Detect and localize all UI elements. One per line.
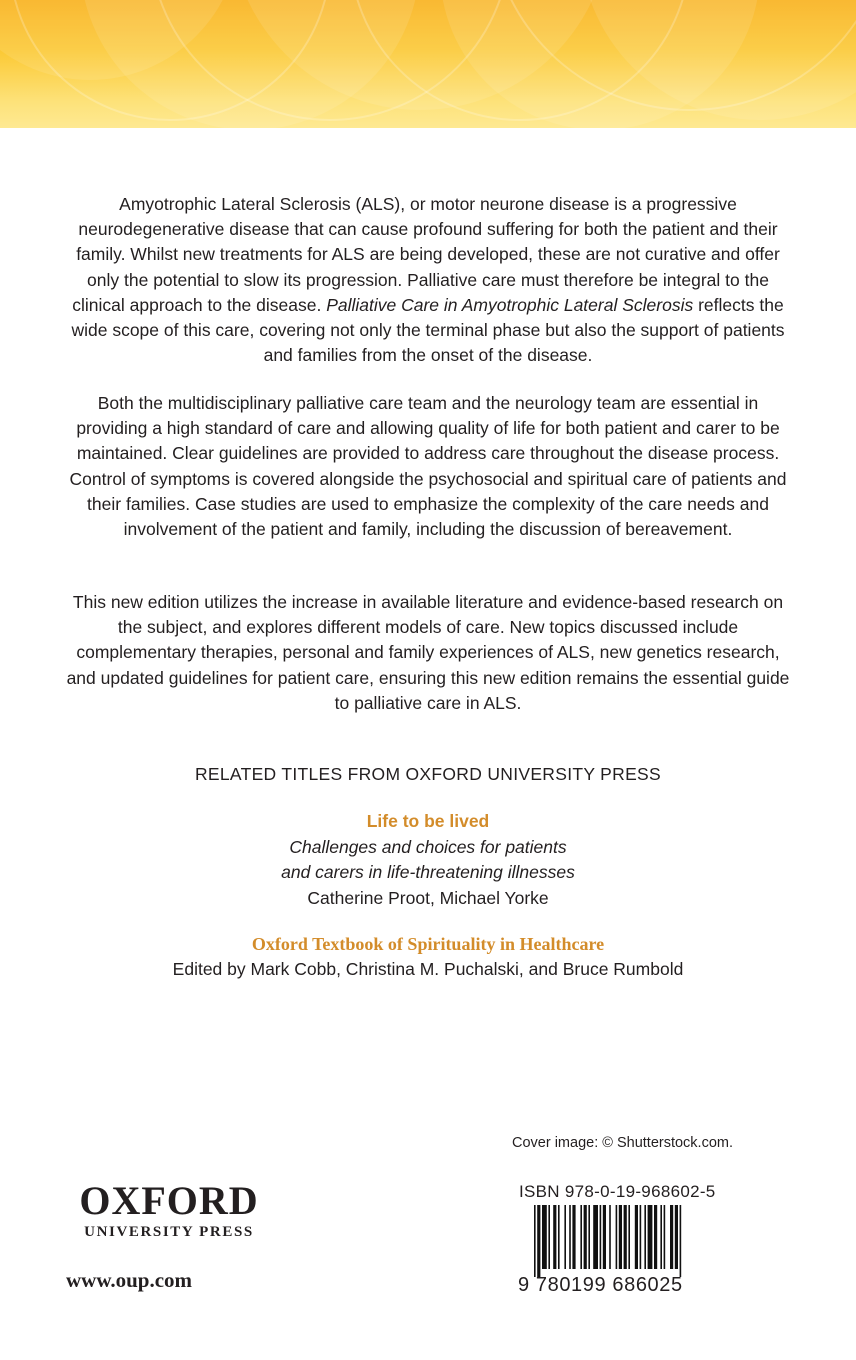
- barcode-bar: [564, 1205, 566, 1269]
- oxford-logo-word: OXFORD: [79, 1178, 259, 1223]
- barcode-bar: [654, 1205, 657, 1269]
- barcode-bar: [619, 1205, 622, 1269]
- barcode-bar: [553, 1205, 556, 1269]
- barcode-bar: [628, 1205, 630, 1269]
- barcode-bar: [580, 1205, 582, 1269]
- barcode-bar: [588, 1205, 590, 1269]
- blurb-paragraph-3: This new edition utilizes the increase in available literature and evidence-based research on the subject, and explores different models of care. New topics discussed include complementary therapies, personal and family experiences of ALS, new genetics research, and updated guidelines for patient care, ensuring this new edition remains the essential guide to palliative care in ALS.: [66, 592, 790, 713]
- cover-image-credit: Cover image: © Shutterstock.com.: [512, 1135, 734, 1151]
- barcode-bar: [640, 1205, 642, 1269]
- barcode-bar: [664, 1205, 666, 1269]
- related-book-1-authors: Catherine Proot, Michael Yorke: [307, 887, 549, 908]
- related-titles: [60, 762, 796, 983]
- barcode-bar: [558, 1205, 560, 1269]
- related-book-2-title: Oxford Textbook of Spirituality in Healthcare: [251, 934, 605, 955]
- related-titles-heading: RELATED TITLES FROM OXFORD UNIVERSITY PRESS: [194, 764, 662, 784]
- barcode-bar: [584, 1205, 587, 1269]
- barcode-bar: [609, 1205, 611, 1269]
- blurb-paragraph-1: Amyotrophic Lateral Sclerosis (ALS), or motor neurone disease is a progressive neurodegenerative disease that can cause profound suffering for both the patient and their family. Whilst new treatments for ALS are being developed, these are not curative and offer only the potential to slow its progression. Palliative care must therefore be integral to the clinical approach to the disease. Palliative Care in Amyotrophic Lateral Sclerosis reflects the wide scope of this care, covering not only the terminal phase but also the support of patients and families from the onset of the disease.: [71, 194, 785, 366]
- barcode-bar: [680, 1205, 682, 1277]
- barcode-digits: 9 780199 686025: [518, 1274, 683, 1295]
- publisher-website: www.oup.com: [66, 1268, 193, 1292]
- related-book-1-title: Life to be lived: [366, 811, 490, 832]
- related-book-1-subtitle-line-1: Challenges and choices for patients: [289, 836, 567, 857]
- barcode-bar: [548, 1205, 550, 1269]
- oxford-logo-subtitle: UNIVERSITY PRESS: [84, 1224, 254, 1240]
- barcode-bar: [675, 1205, 678, 1269]
- barcode-bar: [624, 1205, 627, 1269]
- barcode-bar: [660, 1205, 662, 1269]
- barcode-bar: [670, 1205, 673, 1269]
- barcode-bar: [648, 1205, 653, 1269]
- isbn-barcode: [512, 1205, 728, 1295]
- barcode-bar: [534, 1205, 536, 1277]
- barcode-bar: [569, 1205, 571, 1269]
- related-book-2-editors: Edited by Mark Cobb, Christina M. Puchalski, and Bruce Rumbold: [172, 959, 684, 980]
- barcode-bar: [603, 1205, 606, 1269]
- cover-banner: [0, 0, 856, 128]
- blurb-paragraph-2: Both the multidisciplinary palliative care team and the neurology team are essential in providing a high standard of care and allowing quality of life for both patient and carer to be maintained. Clear guidelines are provided to address care throughout the disease process. Control of symptoms is covered alongside the psychosocial and spiritual care of patients and their families. Case studies are used to emphasize the complexity of the care needs and involvement of the patient and family, including the discussion of bereavement.: [69, 393, 787, 540]
- book-title-italic: Palliative Care in Amyotrophic Lateral Sclerosis: [326, 294, 694, 315]
- abstract-light-pattern: [0, 0, 856, 128]
- barcode-bar: [600, 1205, 602, 1269]
- oxford-logo: [64, 1180, 274, 1241]
- isbn-label: ISBN 978-0-19-968602-5: [519, 1182, 716, 1201]
- barcode-bar: [644, 1205, 646, 1269]
- barcode-bar: [537, 1205, 540, 1277]
- related-book-1-subtitle-line-2: and carers in life-threatening illnesses: [281, 862, 575, 883]
- barcode-bar: [593, 1205, 598, 1269]
- barcode-bars: [534, 1205, 681, 1277]
- barcode-bar: [542, 1205, 547, 1269]
- barcode-bar: [635, 1205, 638, 1269]
- barcode-bar: [572, 1205, 575, 1269]
- barcode-bar: [616, 1205, 618, 1269]
